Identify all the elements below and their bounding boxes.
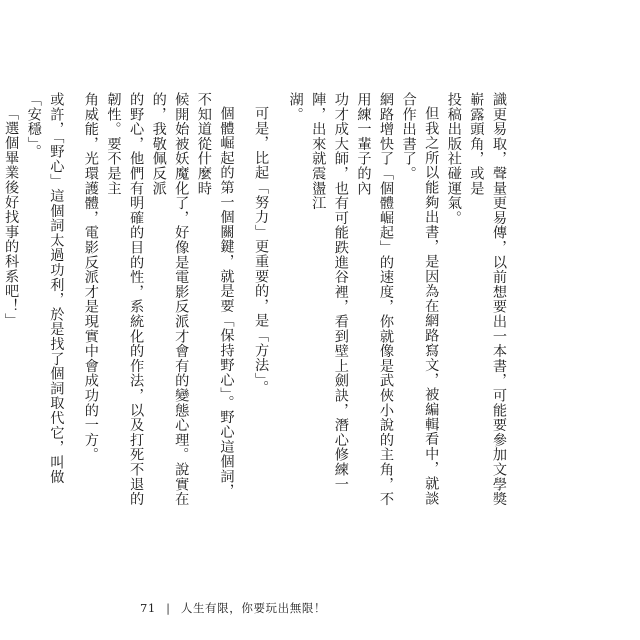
text-column: 候開始被妖魔化了，好像是電影反派才會有的變態心理。說實在的，我敬佩反派 [150,92,190,507]
text-column: 可是，比起「努力」更重要的，是「方法」。 [253,106,270,396]
running-title: 人生有限，你要玩出無限！ [180,601,327,615]
paragraph-gap [67,92,79,512]
text-column: 但我之所以能夠出書，是因為在網路寫文，被編輯看中，就談合作出書了。 [400,92,440,506]
paragraph-gap [237,92,249,512]
text-column: 或許，「野心」這個詞太過功利，於是找了個詞取代它，叫做「安穩」。 [25,92,65,485]
page-footer [140,600,326,616]
footer-separator: | [166,601,171,615]
page-number: 71 [140,601,156,615]
text-column: 功才成大師，也有可能跌進谷裡，看到壁上劍訣，潛心修練一陣，出來就震盪江 [310,92,349,492]
text-column: 投稿出版社碰運氣。 [445,92,462,226]
text-column: 個體崛起的第一個關鍵，就是要「保持野心」。野心這個詞，不知道從什麼時 [195,92,235,499]
text-column: 湖。 [287,92,304,122]
vertical-text-body [0,92,510,512]
text-column: 的野心，他們有明確的目的性，系統化的作法，以及打死不退的韌性。要不是主 [105,92,145,507]
text-column: 角威能，光環護體，電影反派才是現實中會成功的一方。 [82,92,99,462]
text-column: 網路增快了「個體崛起」的速度，你就像是武俠小說的主角，不用練一輩子的內 [355,92,395,507]
paragraph-gap [272,92,284,512]
text-column: 識更易取，聲量更易傳，以前想要出一本書，可能要參加文學獎嶄露頭角，或是 [468,92,507,507]
text-column: 「選個畢業後好找事的科系吧！」 [3,106,20,329]
